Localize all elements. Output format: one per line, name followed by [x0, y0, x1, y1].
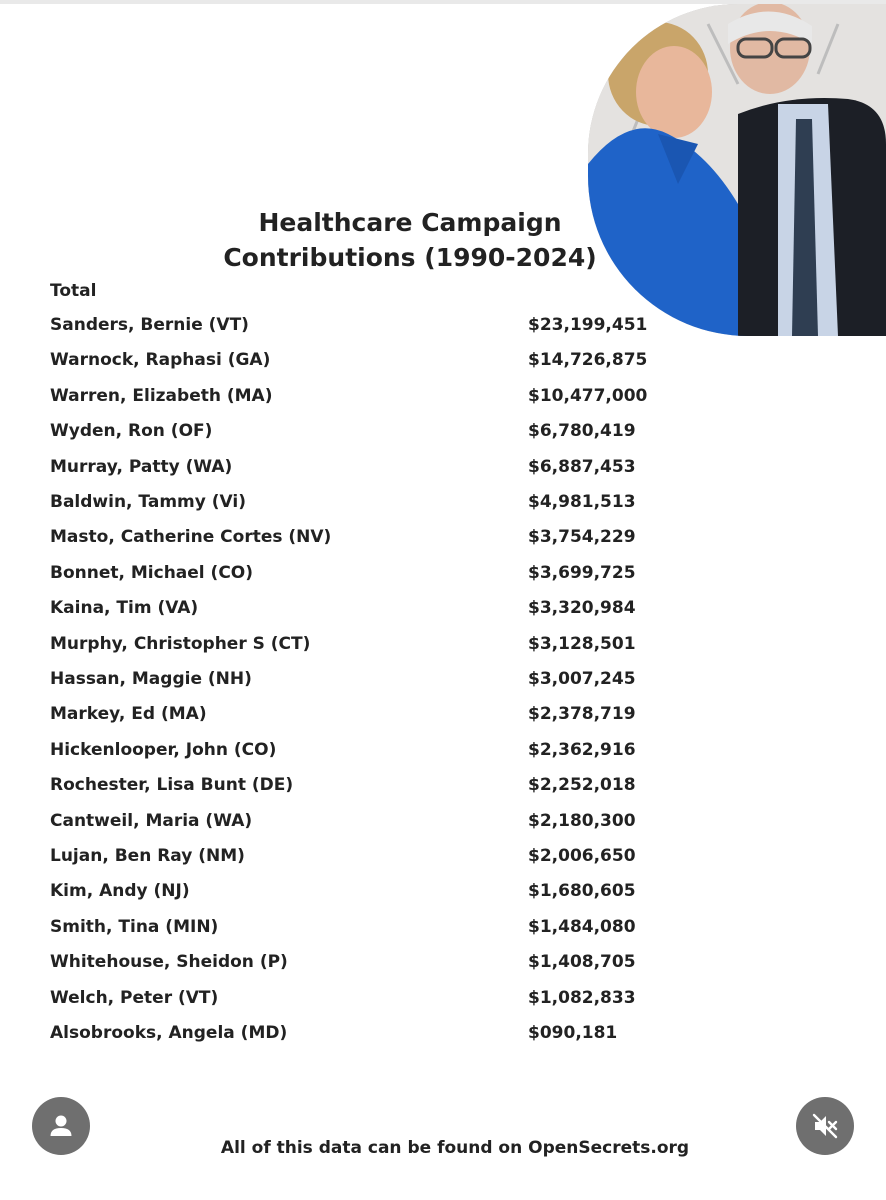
contribution-amount: $23,199,451: [528, 315, 648, 335]
candidate-name: Sanders, Bernie (VT): [50, 315, 249, 335]
person-icon: [47, 1112, 75, 1140]
candidate-name: Warren, Elizabeth (MA): [50, 385, 273, 406]
candidate-name: Smith, Tina (MIN): [50, 916, 219, 937]
candidate-name: Markey, Ed (MA): [50, 704, 207, 725]
candidate-name: Wyden, Ron (OF): [50, 421, 213, 442]
contribution-amount: $2,006,650: [528, 846, 636, 866]
candidate-name: Kim, Andy (NJ): [50, 881, 190, 902]
table-row: [0, 1015, 886, 1050]
mute-toggle-button[interactable]: [796, 1097, 854, 1155]
candidate-name: Alsobrooks, Angela (MD): [50, 1023, 288, 1043]
contribution-amount: $2,378,719: [528, 704, 636, 725]
table-row: [0, 590, 886, 625]
candidate-name: Welch, Peter (VT): [50, 987, 219, 1008]
contribution-amount: $1,484,080: [528, 916, 636, 937]
candidate-name: Bonnet, Michael (CO): [50, 562, 254, 583]
contribution-amount: $1,680,605: [528, 881, 636, 902]
contribution-amount: $3,128,501: [528, 633, 636, 654]
table-row: [0, 909, 886, 944]
column-header-total: Total: [50, 281, 97, 301]
photo-illustration: [588, 4, 886, 336]
contribution-amount: $14,726,875: [528, 350, 648, 371]
candidate-name: Murray, Patty (WA): [50, 456, 233, 477]
muted-speaker-icon: [811, 1112, 839, 1140]
table-row: [0, 484, 886, 519]
candidate-name: Hassan, Maggie (NH): [50, 669, 252, 689]
candidate-name: Kaina, Tim (VA): [50, 598, 199, 619]
table-row: [0, 378, 886, 413]
senators-photo: [588, 4, 886, 336]
table-row: [0, 980, 886, 1015]
contribution-amount: $6,780,419: [528, 421, 636, 442]
page-title: Healthcare Campaign Contributions (1990-2024): [223, 208, 597, 272]
table-row: [0, 555, 886, 590]
table-row: [0, 944, 886, 979]
contribution-amount: $2,252,018: [528, 775, 636, 796]
contribution-amount: $1,408,705: [528, 952, 636, 973]
table-row: [0, 803, 886, 838]
candidate-name: Masto, Catherine Cortes (NV): [50, 527, 332, 548]
contribution-amount: $4,981,513: [528, 492, 636, 512]
contribution-amount: $2,362,916: [528, 739, 636, 760]
table-row: [0, 449, 886, 484]
contribution-amount: $2,180,300: [528, 810, 636, 831]
table-row: [0, 732, 886, 767]
table-row: [0, 767, 886, 802]
table-row: [0, 661, 886, 696]
candidate-name: Warnock, Raphasi (GA): [50, 350, 271, 371]
contribution-amount: $3,320,984: [528, 598, 636, 619]
table-row: [0, 626, 886, 661]
candidate-name: Murphy, Christopher S (CT): [50, 633, 311, 654]
table-row: [0, 696, 886, 731]
contribution-amount: $1,082,833: [528, 987, 636, 1008]
contribution-amount: $3,754,229: [528, 527, 636, 548]
table-row: [0, 413, 886, 448]
candidate-name: Whitehouse, Sheidon (P): [50, 952, 288, 973]
candidate-name: Rochester, Lisa Bunt (DE): [50, 775, 294, 796]
table-row: [0, 342, 886, 377]
candidate-name: Hickenlooper, John (CO): [50, 739, 277, 760]
contribution-amount: $6,887,453: [528, 456, 636, 477]
source-footnote: All of this data can be found on OpenSecrets.org: [220, 1138, 690, 1158]
table-row: [0, 519, 886, 554]
contribution-amount: $3,699,725: [528, 562, 636, 583]
contribution-amount: $090,181: [528, 1023, 618, 1043]
table-row: [0, 307, 886, 342]
table-row: [0, 873, 886, 908]
contribution-amount: $10,477,000: [528, 385, 648, 406]
candidate-name: Cantweil, Maria (WA): [50, 810, 253, 831]
candidate-name: Lujan, Ben Ray (NM): [50, 846, 245, 866]
contribution-amount: $3,007,245: [528, 669, 636, 689]
table-row: [0, 838, 886, 873]
candidate-name: Baldwin, Tammy (Vi): [50, 492, 246, 512]
